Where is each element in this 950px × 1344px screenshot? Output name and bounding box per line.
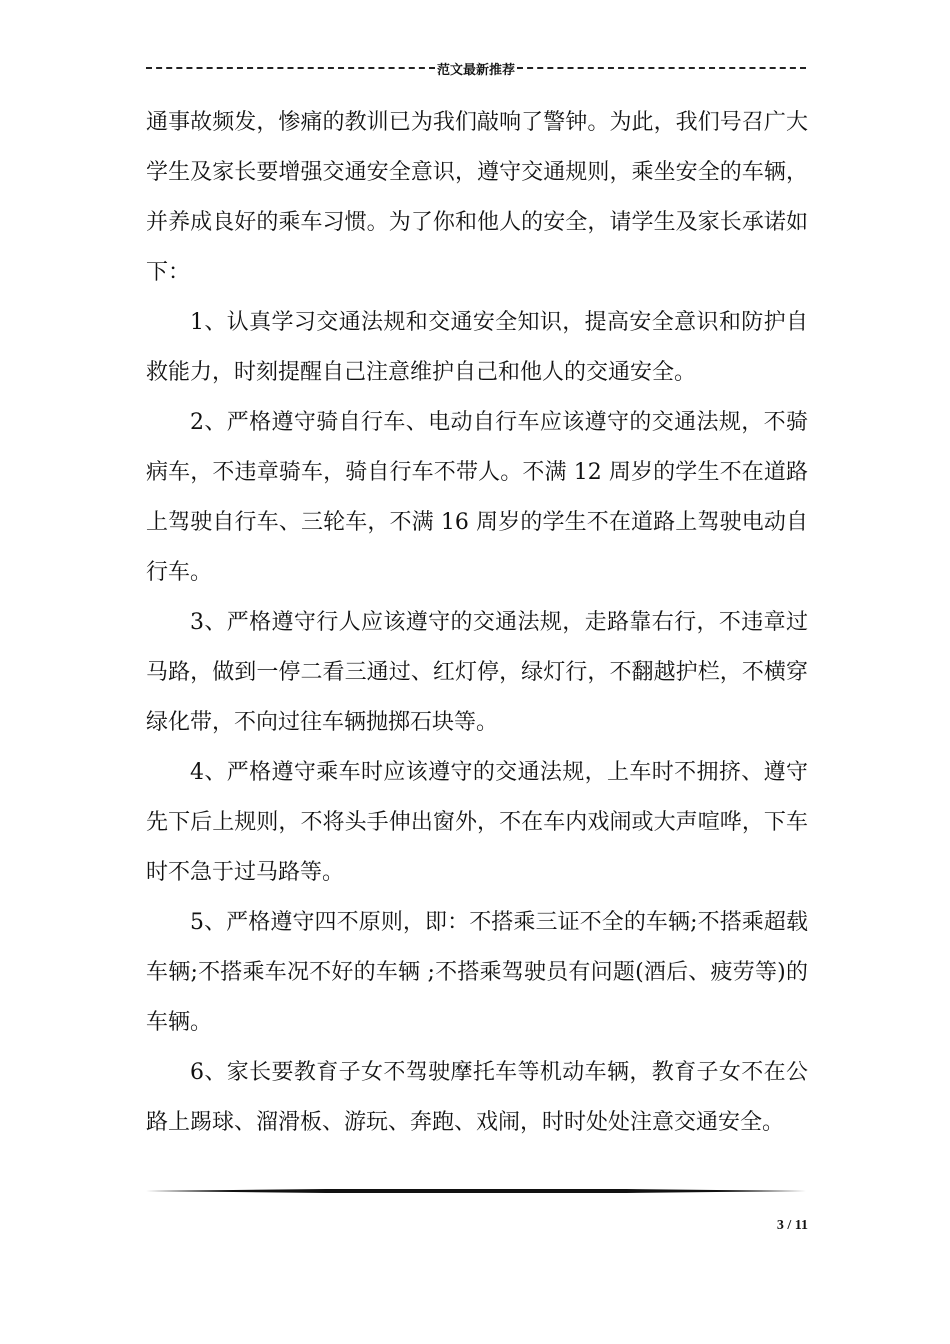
paragraph-item-1: 1、认真学习交通法规和交通安全知识，提高安全意识和防护自救能力，时刻提醒自己注意维护自己和他人的交通安全。 (146, 310, 808, 385)
paragraph-intro: 通事故频发，惨痛的教训已为我们敲响了警钟。为此，我们号召广大学生及家长要增强交通安全意识，遵守交通规则，乘坐安全的车辆，并养成良好的乘车习惯。为了你和他人的安全，请学生及家长承诺如下： (146, 110, 808, 285)
paragraph-item-5: 5、严格遵守四不原则，即：不搭乘三证不全的车辆;不搭乘超载车辆;不搭乘车况不好的车辆 ;不搭乘驾驶员有问题(酒后、疲劳等)的车辆。 (146, 910, 808, 1035)
header-title: 范文最新推荐 (437, 62, 516, 78)
page-header (146, 58, 806, 78)
document-body (146, 98, 808, 1148)
paragraph-item-6: 6、家长要教育子女不驾驶摩托车等机动车辆，教育子女不在公路上踢球、溜滑板、游玩、奔跑、戏闹，时时处处注意交通安全。 (146, 1060, 808, 1135)
paragraph-item-4: 4、严格遵守乘车时应该遵守的交通法规，上车时不拥挤、遵守先下后上规则，不将头手伸出窗外，不在车内戏闹或大声喧哗，下车时不急于过马路等。 (146, 760, 808, 885)
paragraph-item-3: 3、严格遵守行人应该遵守的交通法规，走路靠右行，不违章过马路，做到一停二看三通过、红灯停，绿灯行，不翻越护栏，不横穿绿化带，不向过往车辆抛掷石块等。 (146, 610, 808, 735)
paragraph-item-2: 2、严格遵守骑自行车、电动自行车应该遵守的交通法规，不骑病车，不违章骑车，骑自行车不带人。不满 12 周岁的学生不在道路上驾驶自行车、三轮车，不满 16 周岁的学生不在道路上驾驶电动自行车。 (146, 410, 808, 585)
header-dash-left (146, 67, 435, 69)
footer-divider (146, 1188, 806, 1194)
page-number: 3 / 11 (776, 1218, 808, 1233)
header-dash-right (517, 67, 806, 69)
